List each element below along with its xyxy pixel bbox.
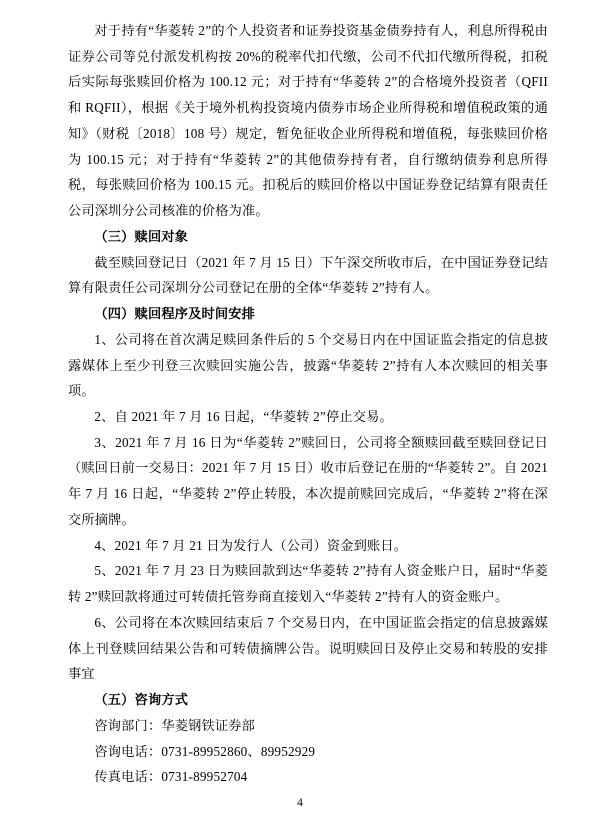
paragraph-redemption-target: 截至赎回登记日（2021 年 7 月 15 日）下午深交所收市后，在中国证券登记结算有限责任公司深圳分公司登记在册的全体“华菱转 2”持有人。	[68, 254, 548, 296]
procedure-item-6: 6、公司将在本次赎回结束后 7 个交易日内，在中国证监会指定的信息披露媒体上刊登赎回结果公告和可转债摘牌公告。说明赎回日及停止交易和转股的安排事宜	[68, 614, 548, 682]
procedure-item-1: 1、公司将在首次满足赎回条件后的 5 个交易日内在中国证监会指定的信息披露媒体上至少刊登三次赎回实施公告，披露“华菱转 2”持有人本次赎回的相关事项。	[68, 331, 548, 399]
procedure-item-5: 5、2021 年 7 月 23 日为赎回款到达“华菱转 2”持有人资金账户日，届时“华菱转 2”赎回款将通过可转债托管券商直接划入“华菱转 2”持有人的资金账户。	[68, 563, 548, 605]
procedure-item-4: 4、2021 年 7 月 21 日为发行人（公司）资金到账日。	[94, 537, 408, 553]
page-number: 4	[297, 797, 303, 809]
heading-contact: （五）咨询方式	[94, 692, 189, 708]
procedure-item-3: 3、2021 年 7 月 16 日为“华菱转 2”赎回日，公司将全额赎回截至赎回登记日（赎回日前一交易日：2021 年 7 月 15 日）收市后登记在册的“华菱转 2”。自 2021 年 7 月 16 日起，“华菱转 2”停止转股，本次提前赎回完成后，“华菱转 2”将在深交所摘牌。	[68, 434, 548, 527]
paragraph-redemption-price: 对于持有“华菱转 2”的个人投资者和证券投资基金债券持有人，利息所得税由证券公司等兑付派发机构按 20%的税率代扣代缴，公司不代扣代缴所得税，扣税后实际每张赎回价格为 100.12 元；对于持有“华菱转 2”的合格境外投资者（QFII 和 RQFII），根据《关于境外机构投资境内债券市场企业所得税和增值税政策的通知》（财税〔2018〕108 号）规定，暂免征收企业所得税和增值税，每张赎回价格为 100.15 元；对于持有“华菱转 2”的其他债券持有者，自行缴纳债券利息所得税，每张赎回价格为 100.15 元。扣税后的赎回价格以中国证券登记结算有限责任公司深圳分公司核准的价格为准。	[68, 23, 548, 219]
contact-department: 咨询部门：华菱钢铁证券部	[94, 717, 256, 733]
heading-redemption-procedure: （四）赎回程序及时间安排	[94, 306, 256, 322]
heading-redemption-target: （三）赎回对象	[94, 228, 189, 244]
procedure-item-2: 2、自 2021 年 7 月 16 日起，“华菱转 2”停止交易。	[94, 409, 393, 425]
contact-phone: 咨询电话：0731-89952860、89952929	[94, 743, 316, 759]
contact-fax: 传真电话：0731-89952704	[94, 769, 248, 785]
